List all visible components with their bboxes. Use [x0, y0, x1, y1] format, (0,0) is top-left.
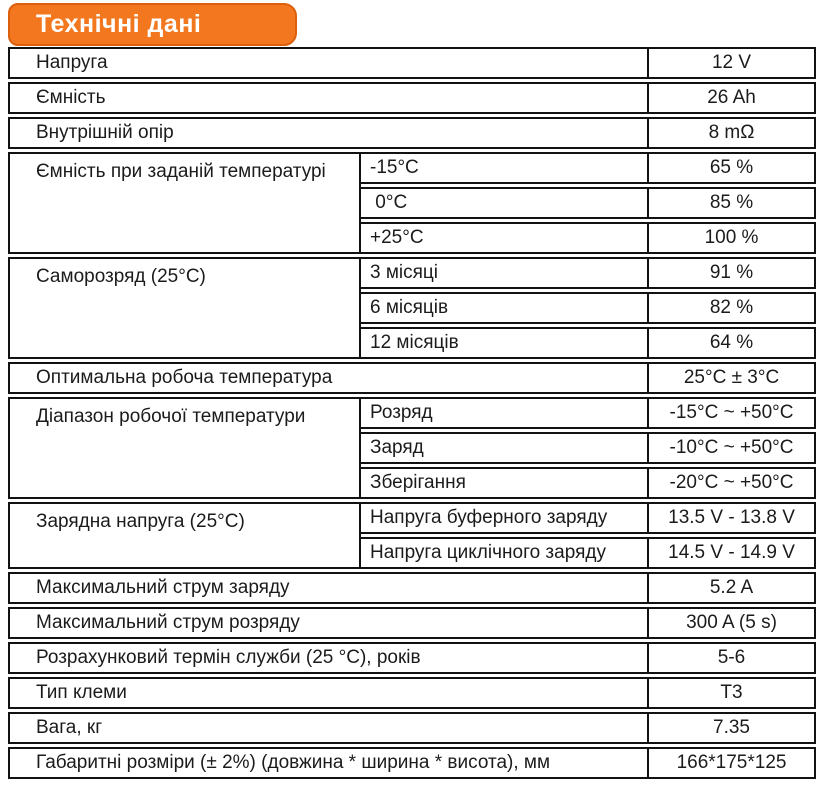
- spec-label-cell: Вага, кг: [8, 712, 649, 744]
- spec-condition-cell: -15°C: [361, 152, 649, 184]
- spec-label-cell: Ємність при заданій температурі: [8, 152, 361, 254]
- spec-condition-cell: 0°C: [361, 187, 649, 219]
- spec-value-cell: 65 %: [649, 152, 816, 184]
- spec-row: [8, 502, 816, 534]
- spec-value-cell: 85 %: [649, 187, 816, 219]
- spec-value-cell: 7.35: [649, 712, 816, 744]
- spec-row: [8, 362, 816, 394]
- spec-condition-cell: Напруга циклічного заряду: [361, 537, 649, 569]
- spec-label-cell: Саморозряд (25°C): [8, 257, 361, 359]
- spec-value-cell: 26 Ah: [649, 82, 816, 114]
- spec-condition-cell: 6 місяців: [361, 292, 649, 324]
- spec-label-cell: Оптимальна робоча температура: [8, 362, 649, 394]
- spec-table: [8, 44, 816, 782]
- section-title: Технічні дані: [36, 10, 202, 38]
- spec-row: [8, 397, 816, 429]
- spec-value-cell: 8 mΩ: [649, 117, 816, 149]
- spec-row: [8, 82, 816, 114]
- spec-condition-cell: +25°C: [361, 222, 649, 254]
- spec-label-cell: Зарядна напруга (25°C): [8, 502, 361, 569]
- spec-condition-cell: 12 місяців: [361, 327, 649, 359]
- spec-row: [8, 117, 816, 149]
- spec-row: [8, 712, 816, 744]
- spec-row: [8, 642, 816, 674]
- spec-value-cell: -10°C ~ +50°C: [649, 432, 816, 464]
- spec-condition-cell: Зберігання: [361, 467, 649, 499]
- spec-label-cell: Напруга: [8, 47, 649, 79]
- spec-value-cell: 64 %: [649, 327, 816, 359]
- spec-row: [8, 257, 816, 289]
- spec-value-cell: 82 %: [649, 292, 816, 324]
- spec-label-cell: Внутрішній опір: [8, 117, 649, 149]
- spec-value-cell: 91 %: [649, 257, 816, 289]
- spec-value-cell: -15°C ~ +50°C: [649, 397, 816, 429]
- spec-condition-cell: Розряд: [361, 397, 649, 429]
- spec-label-cell: Максимальний струм заряду: [8, 572, 649, 604]
- spec-row: [8, 572, 816, 604]
- spec-value-cell: 12 V: [649, 47, 816, 79]
- spec-value-cell: 5.2 A: [649, 572, 816, 604]
- spec-label-cell: Діапазон робочої температури: [8, 397, 361, 499]
- spec-label-cell: Тип клеми: [8, 677, 649, 709]
- spec-value-cell: 13.5 V - 13.8 V: [649, 502, 816, 534]
- spec-value-cell: 300 A (5 s): [649, 607, 816, 639]
- spec-condition-cell: Напруга буферного заряду: [361, 502, 649, 534]
- spec-table-body: [8, 47, 816, 779]
- spec-row: [8, 677, 816, 709]
- spec-label-cell: Габаритні розміри (± 2%) (довжина * ширина * висота), мм: [8, 747, 649, 779]
- spec-value-cell: T3: [649, 677, 816, 709]
- spec-condition-cell: Заряд: [361, 432, 649, 464]
- section-header-tab: [8, 3, 297, 46]
- spec-row: [8, 47, 816, 79]
- spec-row: [8, 747, 816, 779]
- spec-label-cell: Ємність: [8, 82, 649, 114]
- spec-label-cell: Розрахунковий термін служби (25 °C), років: [8, 642, 649, 674]
- spec-condition-cell: 3 місяці: [361, 257, 649, 289]
- spec-label-cell: Максимальний струм розряду: [8, 607, 649, 639]
- spec-value-cell: 166*175*125: [649, 747, 816, 779]
- spec-row: [8, 607, 816, 639]
- spec-row: [8, 152, 816, 184]
- spec-value-cell: 25°C ± 3°C: [649, 362, 816, 394]
- spec-value-cell: -20°C ~ +50°C: [649, 467, 816, 499]
- spec-value-cell: 14.5 V - 14.9 V: [649, 537, 816, 569]
- spec-value-cell: 5-6: [649, 642, 816, 674]
- spec-value-cell: 100 %: [649, 222, 816, 254]
